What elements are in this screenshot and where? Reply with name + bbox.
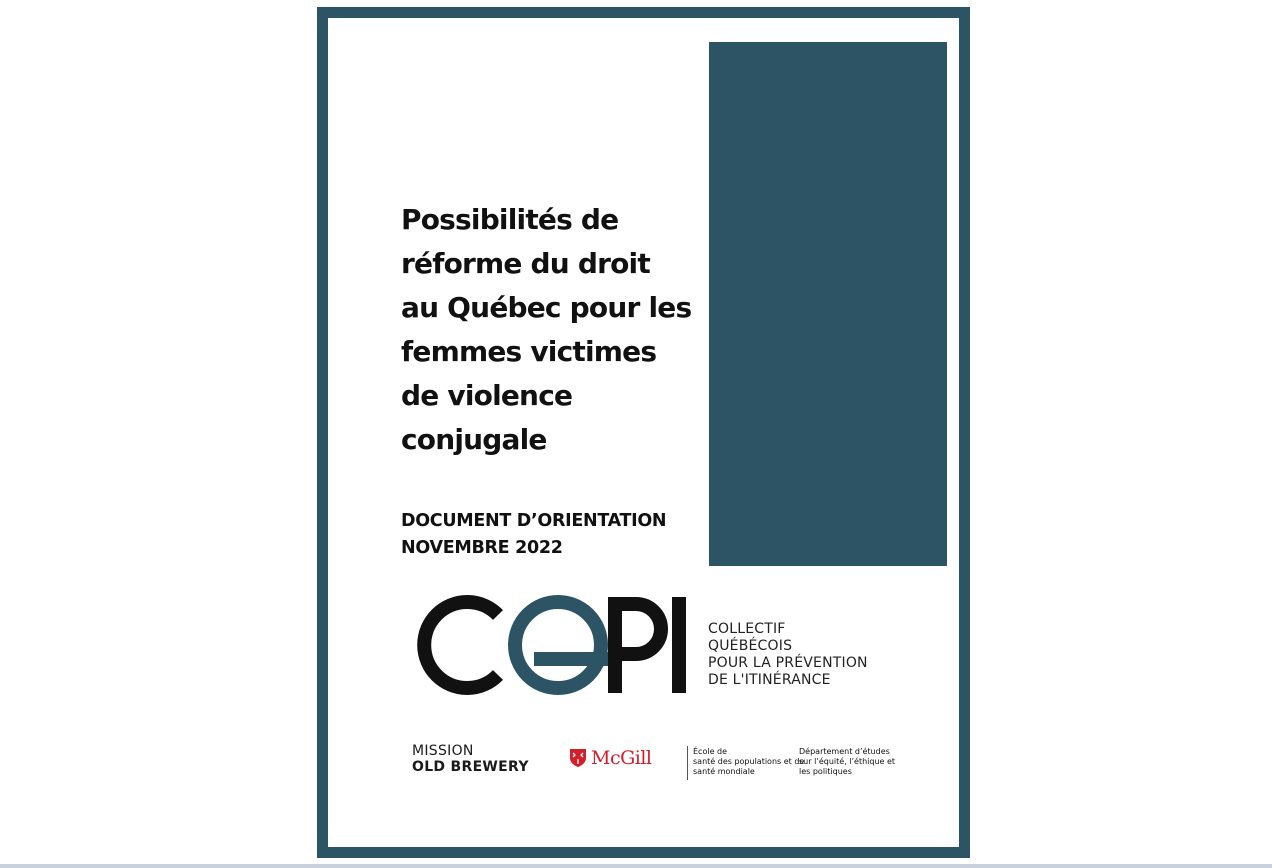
mcgill-logo	[569, 747, 652, 769]
mission-old-brewery-logo	[412, 743, 529, 775]
cqpi-name	[708, 621, 868, 689]
mission-word	[412, 743, 529, 759]
cqpi-name-line: QUÉBÉCOIS	[708, 638, 793, 654]
viewer-bottom-edge	[0, 864, 1272, 868]
school-name	[693, 747, 804, 777]
mcgill-shield-icon	[569, 748, 587, 768]
mcgill-wordmark: McGill	[591, 747, 652, 769]
old-brewery-word: OLD BREWERY	[412, 759, 529, 775]
department-name	[799, 747, 895, 777]
document-type: DOCUMENT D’ORIENTATION	[401, 511, 667, 531]
school-line: École de	[693, 747, 728, 756]
mcgill-divider	[687, 746, 688, 780]
accent-block	[709, 42, 947, 566]
cqpi-name-line: COLLECTIF	[708, 621, 786, 637]
mission-text: MISSION	[412, 743, 474, 759]
cqpi-name-line: DE L'ITINÉRANCE	[708, 672, 831, 688]
document-date: NOVEMBRE 2022	[401, 538, 563, 558]
document-page	[317, 7, 970, 858]
school-line: santé des populations et de	[693, 757, 805, 766]
cqpi-name-line: POUR LA PRÉVENTION	[708, 655, 868, 671]
department-line: Département d’études	[799, 747, 890, 756]
department-line: les politiques	[799, 767, 852, 776]
cqpi-logo	[408, 592, 698, 698]
document-subtitle	[401, 508, 711, 562]
department-line: sur l’équité, l’éthique et	[799, 757, 896, 766]
document-title: Possibilités de réforme du droit au Québec pour les femmes victimes de violence conjugale	[401, 203, 692, 456]
school-line: santé mondiale	[693, 767, 755, 776]
